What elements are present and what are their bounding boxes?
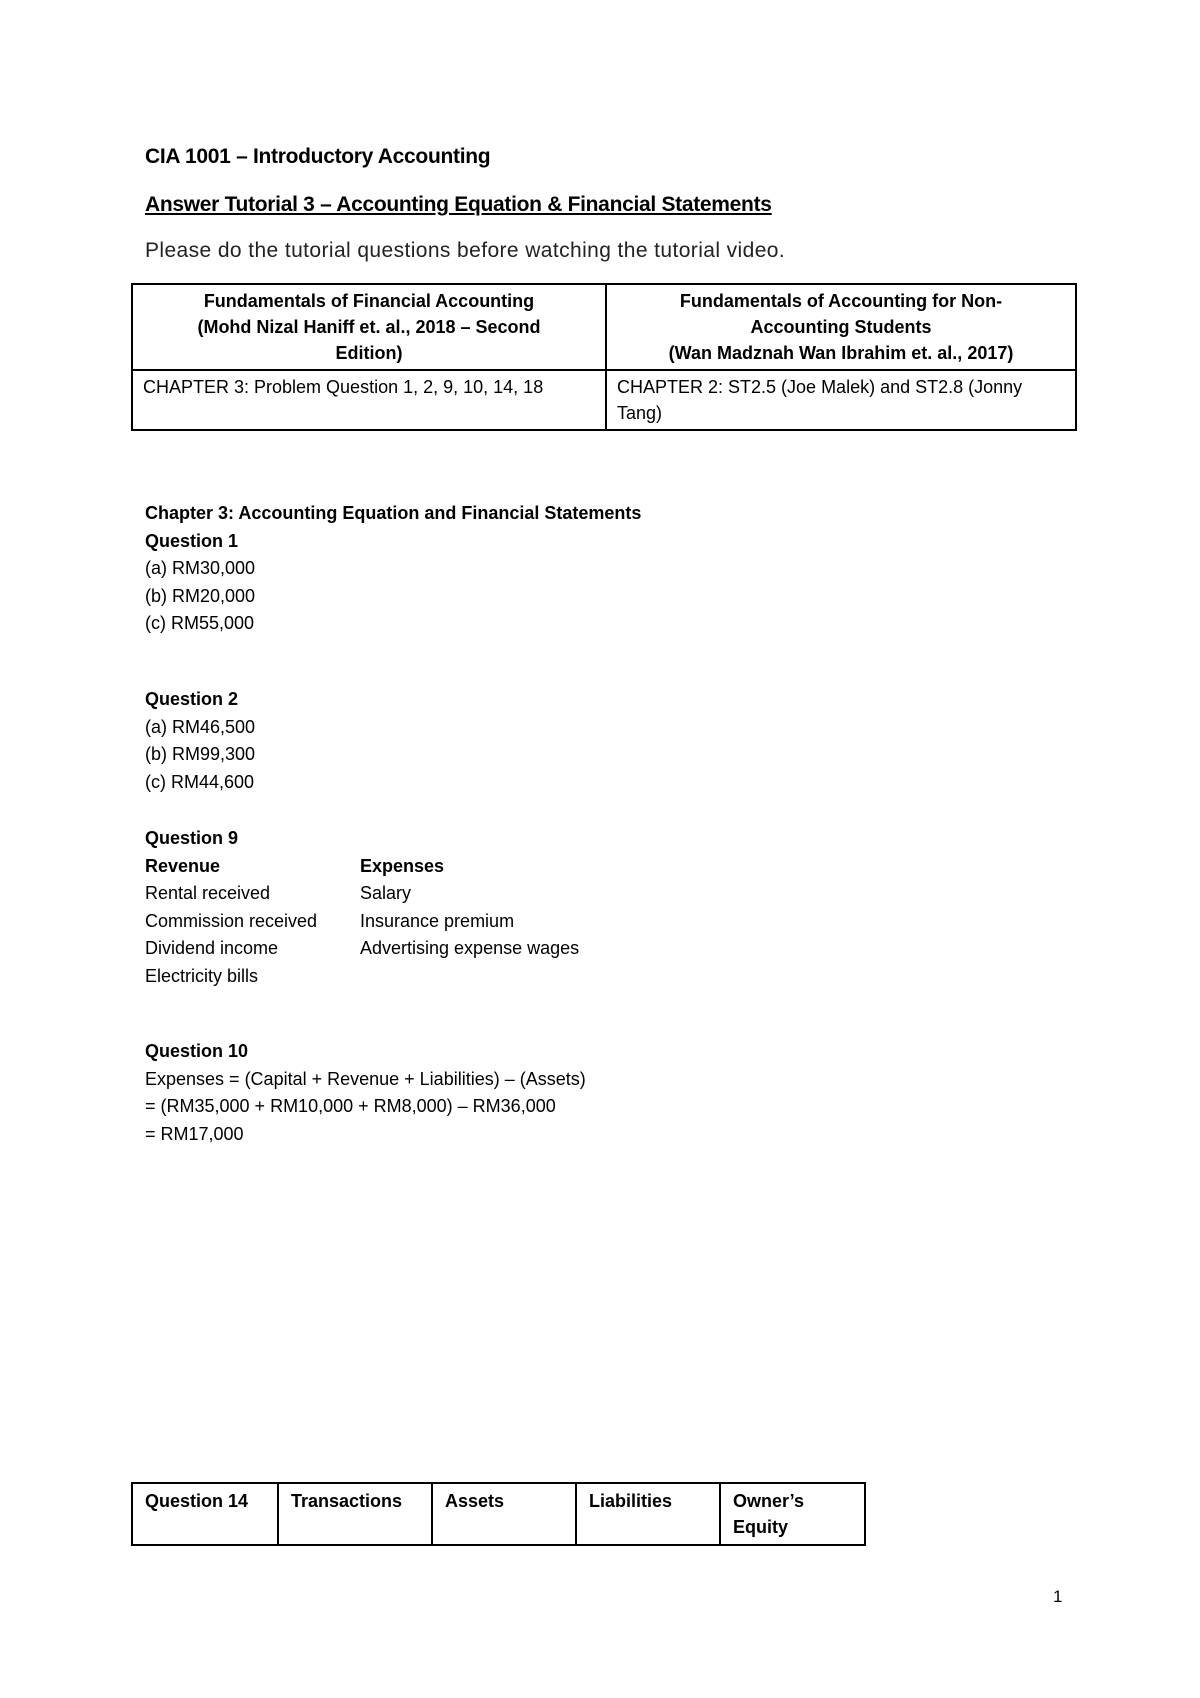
revenue-heading: Revenue [145, 855, 221, 876]
reference-left-header: Fundamentals of Financial Accounting (Mohd Nizal Haniff et. al., 2018 – Second Edition) [132, 284, 606, 370]
q14-column-owners-equity: Owner’s Equity [720, 1483, 865, 1545]
reference-right-content: CHAPTER 2: ST2.5 (Joe Malek) and ST2.8 (Jonny Tang) [606, 370, 1076, 430]
expenses-heading: Expenses [360, 855, 445, 876]
question9-heading: Question 9 [145, 828, 239, 848]
page-number: 1 [1053, 1587, 1063, 1606]
question14-table [131, 1482, 866, 1546]
question10-heading: Question 10 [145, 1041, 249, 1061]
expense-item: Insurance premium [360, 910, 515, 931]
reference-table [131, 283, 1077, 431]
revenue-item: Commission received [145, 910, 318, 931]
revenue-item: Electricity bills [145, 965, 259, 986]
q14-column-liabilities: Liabilities [576, 1483, 720, 1545]
question2-answer-a: (a) RM46,500 [145, 716, 256, 737]
question2-heading: Question 2 [145, 689, 239, 709]
question10-line: = RM17,000 [145, 1123, 244, 1144]
expense-item: Advertising expense wages [360, 938, 580, 958]
question1-heading: Question 1 [145, 530, 239, 551]
instruction-text: Please do the tutorial questions before watching the tutorial video. [145, 239, 786, 262]
reference-right-header: Fundamentals of Accounting for Non- Accounting Students (Wan Madznah Wan Ibrahim et. al., 2017) [606, 284, 1076, 370]
revenue-item: Rental received [145, 883, 271, 903]
reference-left-content: CHAPTER 3: Problem Question 1, 2, 9, 10, 14, 18 [132, 370, 606, 430]
q14-column-transactions: Transactions [278, 1483, 432, 1545]
course-title: CIA 1001 – Introductory Accounting [145, 145, 491, 168]
revenue-item: Dividend income [145, 938, 279, 958]
expense-item: Salary [360, 883, 412, 903]
question2-block [145, 686, 255, 796]
q14-column-question: Question 14 [132, 1483, 278, 1545]
q14-column-assets: Assets [432, 1483, 576, 1545]
tutorial-title: Answer Tutorial 3 – Accounting Equation & Financial Statements [145, 193, 772, 216]
question2-answer-c: (c) RM44,600 [145, 771, 255, 792]
question10-block [145, 1038, 586, 1148]
question1-answer-b: (b) RM20,000 [145, 585, 256, 606]
question1-answer-c: (c) RM55,000 [145, 613, 255, 633]
question10-line: Expenses = (Capital + Revenue + Liabilities) – (Assets) [145, 1068, 586, 1089]
question10-line: = (RM35,000 + RM10,000 + RM8,000) – RM36,000 [145, 1096, 556, 1116]
question9-block [145, 825, 579, 990]
chapter-heading: Chapter 3: Accounting Equation and Financial Statements [145, 503, 642, 523]
question1-answer-a: (a) RM30,000 [145, 558, 256, 578]
question1-block [145, 500, 641, 638]
question2-answer-b: (b) RM99,300 [145, 744, 256, 764]
